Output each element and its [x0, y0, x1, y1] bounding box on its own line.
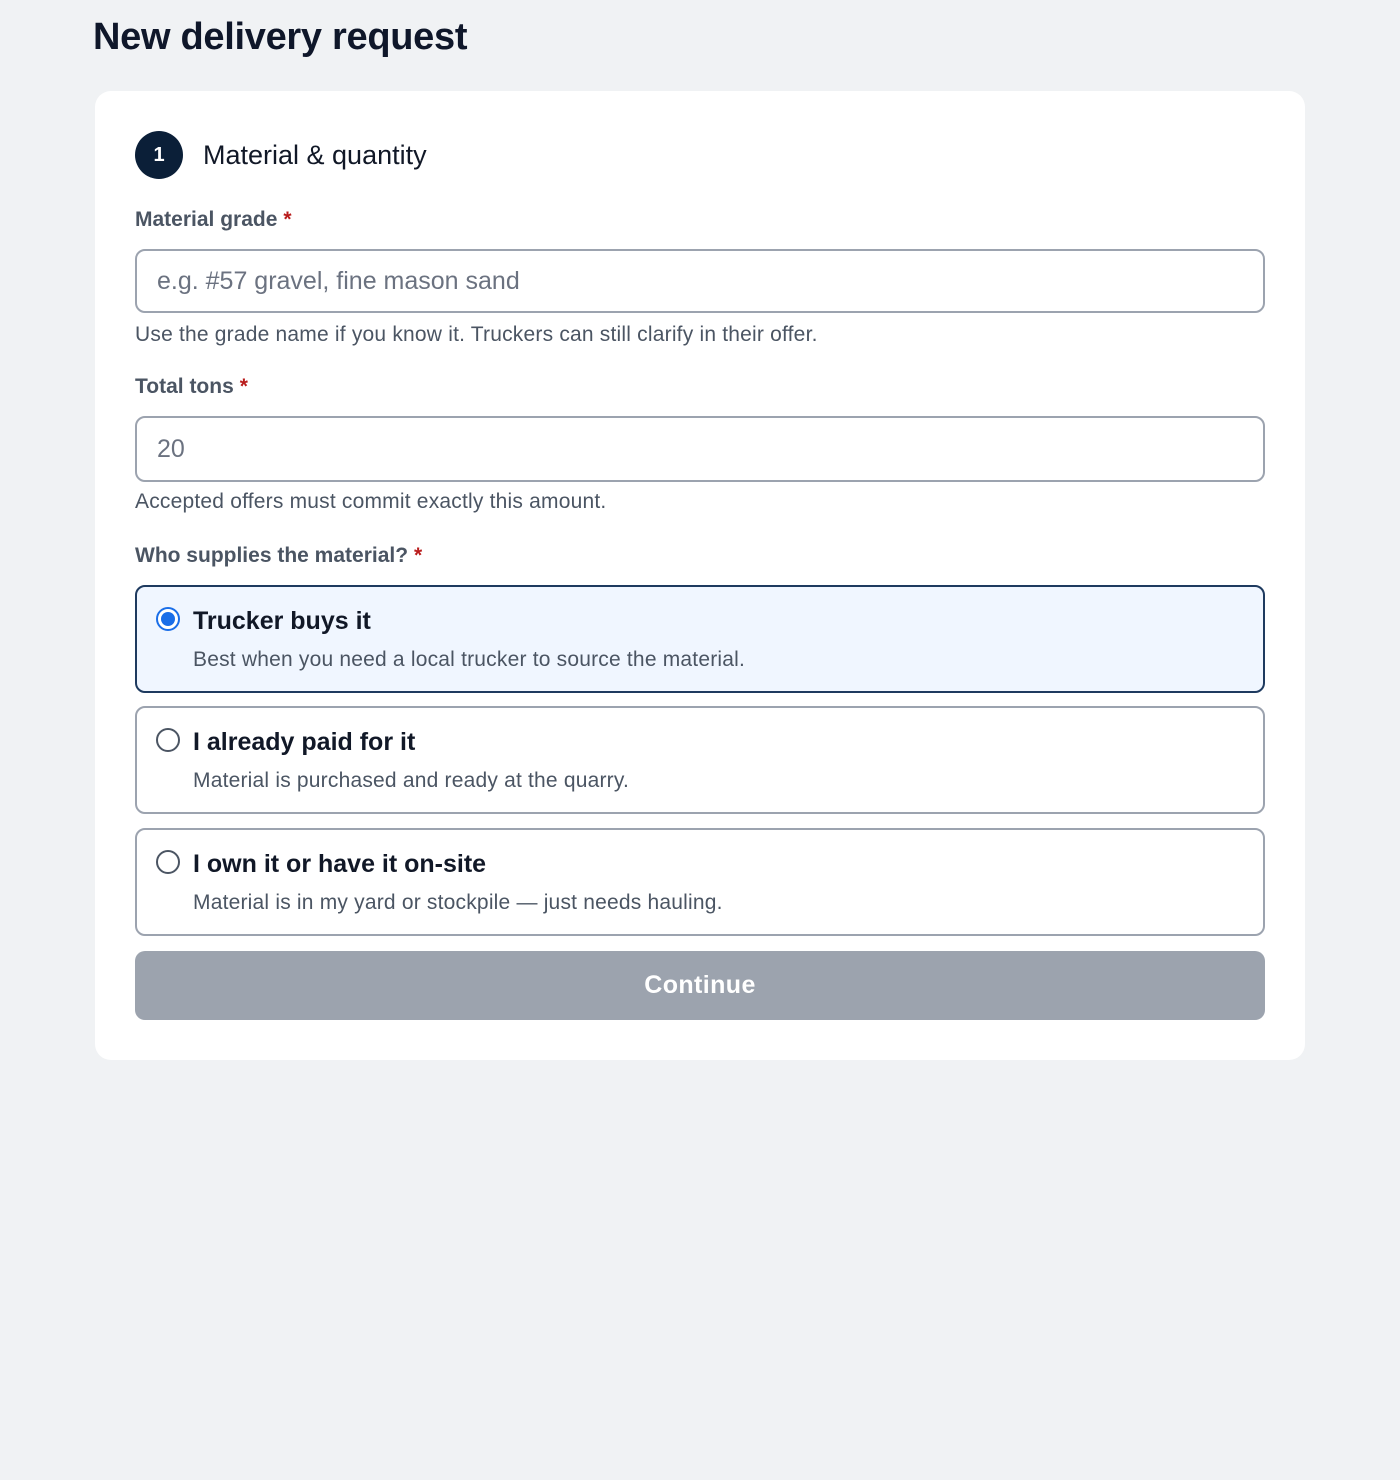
total-tons-label — [135, 375, 248, 399]
material-grade-label — [135, 208, 292, 232]
radio-unselected-icon[interactable] — [156, 850, 180, 874]
total-tons-label-text: Total tons — [135, 375, 234, 398]
option-description: Best when you need a local trucker to source the material. — [193, 648, 746, 671]
supplier-label — [135, 544, 422, 568]
option-description: Material is purchased and ready at the quarry. — [193, 769, 630, 792]
required-marker: * — [239, 375, 248, 398]
material-grade-help: Use the grade name if you know it. Truckers can still clarify in their offer. — [135, 323, 818, 346]
supplier-label-text: Who supplies the material? — [135, 544, 409, 567]
form-card — [95, 91, 1305, 1060]
step-header — [135, 131, 427, 179]
total-tons-help: Accepted offers must commit exactly this amount. — [135, 490, 607, 513]
radio-selected-icon[interactable] — [156, 607, 180, 631]
option-title: I own it or have it on-site — [193, 850, 487, 878]
required-marker: * — [414, 544, 423, 567]
option-title: I already paid for it — [193, 728, 416, 756]
step-title: Material & quantity — [203, 139, 427, 170]
required-marker: * — [283, 208, 292, 231]
page-title: New delivery request — [93, 16, 468, 58]
supplier-option-trucker-buys[interactable] — [135, 585, 1265, 693]
supplier-option-own-onsite[interactable] — [135, 828, 1265, 936]
option-title: Trucker buys it — [193, 607, 371, 635]
supplier-option-already-paid[interactable] — [135, 706, 1265, 814]
continue-button[interactable]: Continue — [135, 951, 1265, 1020]
radio-unselected-icon[interactable] — [156, 728, 180, 752]
material-grade-label-text: Material grade — [135, 208, 278, 231]
step-number-badge: 1 — [135, 131, 183, 179]
option-description: Material is in my yard or stockpile — just needs hauling. — [193, 891, 723, 914]
material-grade-input[interactable] — [135, 249, 1265, 313]
total-tons-input[interactable] — [135, 416, 1265, 482]
